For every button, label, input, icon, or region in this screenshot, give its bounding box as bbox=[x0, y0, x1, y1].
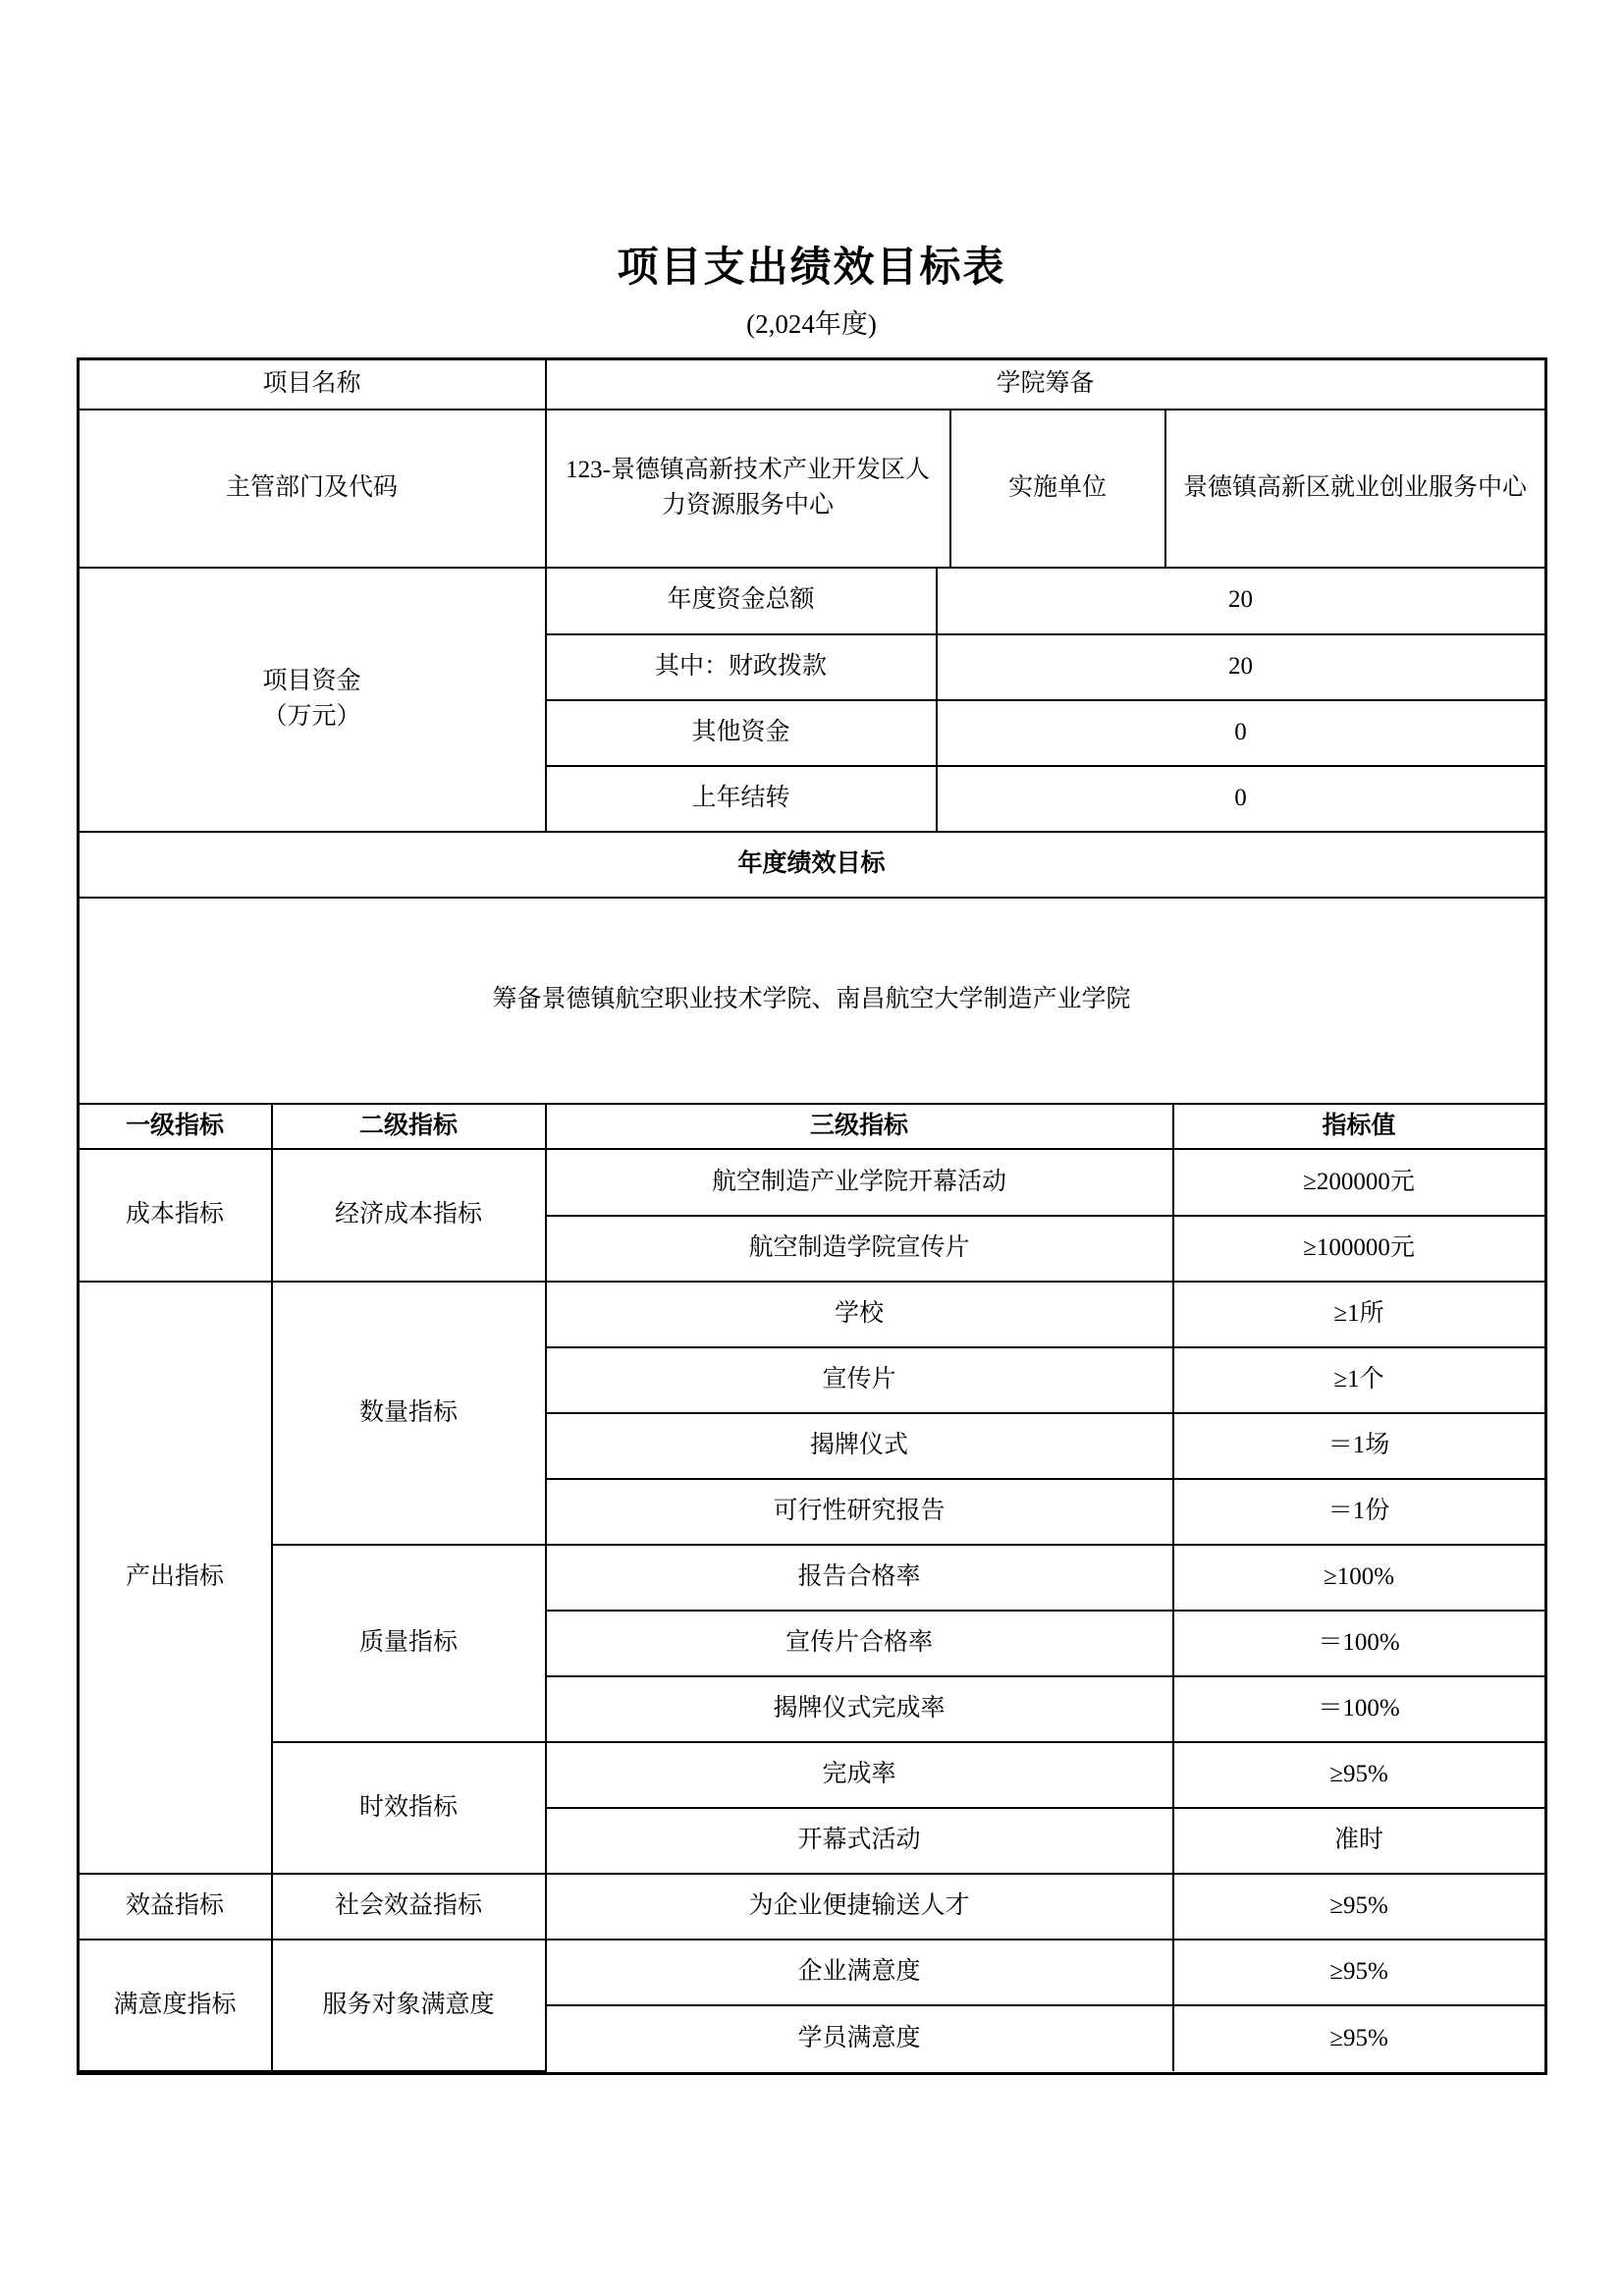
funds-row-value: 20 bbox=[937, 634, 1544, 700]
funds-band bbox=[80, 569, 1544, 833]
header-level2: 二级指标 bbox=[272, 1105, 546, 1149]
indicator-header-band bbox=[80, 1105, 1544, 1150]
impl-unit-label: 实施单位 bbox=[950, 410, 1165, 568]
l3-indicator: 宣传片合格率 bbox=[546, 1611, 1173, 1676]
l3-indicator: 报告合格率 bbox=[546, 1545, 1173, 1611]
l2-service-satisfaction: 服务对象满意度 bbox=[272, 1940, 546, 2071]
annual-goal-band bbox=[80, 899, 1544, 1105]
performance-target-table bbox=[77, 357, 1547, 2075]
funds-label-line2: （万元） bbox=[262, 703, 361, 731]
indicator-value: ＝100% bbox=[1173, 1676, 1544, 1742]
l1-output: 产出指标 bbox=[80, 1282, 272, 1874]
l2-economic-cost: 经济成本指标 bbox=[272, 1150, 546, 1282]
funds-row-label: 其他资金 bbox=[546, 700, 937, 766]
l2-social-benefit: 社会效益指标 bbox=[272, 1874, 546, 1940]
indicator-body-band bbox=[80, 1150, 1544, 2072]
indicator-value: 准时 bbox=[1173, 1808, 1544, 1874]
funds-row-value: 0 bbox=[937, 766, 1544, 832]
indicator-value: ≥95% bbox=[1173, 1940, 1544, 2005]
l2-quality: 质量指标 bbox=[272, 1545, 546, 1742]
annual-goal-text: 筹备景德镇航空职业技术学院、南昌航空大学制造产业学院 bbox=[80, 899, 1544, 1104]
funds-label-line1: 项目资金 bbox=[262, 667, 361, 694]
l3-indicator: 航空制造学院宣传片 bbox=[546, 1216, 1173, 1282]
l3-indicator: 开幕式活动 bbox=[546, 1808, 1173, 1874]
header-level3: 三级指标 bbox=[546, 1105, 1173, 1149]
l1-cost: 成本指标 bbox=[80, 1150, 272, 1282]
l1-benefit: 效益指标 bbox=[80, 1874, 272, 1940]
indicator-value: ＝100% bbox=[1173, 1611, 1544, 1676]
indicator-value: ≥95% bbox=[1173, 1742, 1544, 1808]
dept-label: 主管部门及代码 bbox=[80, 410, 546, 568]
header-level1: 一级指标 bbox=[80, 1105, 272, 1149]
page-title: 项目支出绩效目标表 bbox=[617, 246, 1006, 291]
l3-indicator: 为企业便捷输送人才 bbox=[546, 1874, 1173, 1940]
indicator-value: ≥1所 bbox=[1173, 1282, 1544, 1347]
l1-satisfaction: 满意度指标 bbox=[80, 1940, 272, 2071]
project-name-band bbox=[80, 360, 1544, 410]
indicator-value: ＝1份 bbox=[1173, 1479, 1544, 1545]
l3-indicator: 企业满意度 bbox=[546, 1940, 1173, 2005]
dept-value: 123-景德镇高新技术产业开发区人力资源服务中心 bbox=[546, 410, 950, 568]
department-band bbox=[80, 410, 1544, 569]
project-name-label: 项目名称 bbox=[80, 360, 546, 410]
funds-label bbox=[80, 569, 546, 832]
indicator-value: ≥200000元 bbox=[1173, 1150, 1544, 1216]
l3-indicator: 完成率 bbox=[546, 1742, 1173, 1808]
funds-row-label: 年度资金总额 bbox=[546, 569, 937, 634]
header-value: 指标值 bbox=[1173, 1105, 1544, 1149]
l2-quantity: 数量指标 bbox=[272, 1282, 546, 1545]
indicator-value: ≥100% bbox=[1173, 1545, 1544, 1611]
annual-goal-header: 年度绩效目标 bbox=[80, 833, 1544, 898]
indicator-value: ＝1场 bbox=[1173, 1413, 1544, 1479]
impl-unit-value: 景德镇高新区就业创业服务中心 bbox=[1165, 410, 1544, 568]
indicator-value: ≥100000元 bbox=[1173, 1216, 1544, 1282]
l3-indicator: 学员满意度 bbox=[546, 2005, 1173, 2071]
indicator-value: ≥95% bbox=[1173, 1874, 1544, 1940]
page-subtitle: (2,024年度) bbox=[746, 309, 877, 340]
l3-indicator: 可行性研究报告 bbox=[546, 1479, 1173, 1545]
l3-indicator: 学校 bbox=[546, 1282, 1173, 1347]
l2-timeliness: 时效指标 bbox=[272, 1742, 546, 1874]
funds-row-label: 上年结转 bbox=[546, 766, 937, 832]
funds-row-label: 其中：财政拨款 bbox=[546, 634, 937, 700]
l3-indicator: 宣传片 bbox=[546, 1347, 1173, 1413]
annual-goal-header-band bbox=[80, 833, 1544, 899]
funds-row-value: 0 bbox=[937, 700, 1544, 766]
indicator-value: ≥95% bbox=[1329, 2024, 1388, 2051]
project-name-value: 学院筹备 bbox=[546, 360, 1544, 410]
l3-indicator: 航空制造产业学院开幕活动 bbox=[546, 1150, 1173, 1216]
l3-indicator: 揭牌仪式 bbox=[546, 1413, 1173, 1479]
indicator-value: ≥1个 bbox=[1173, 1347, 1544, 1413]
l3-indicator: 揭牌仪式完成率 bbox=[546, 1676, 1173, 1742]
funds-row-value: 20 bbox=[937, 569, 1544, 634]
